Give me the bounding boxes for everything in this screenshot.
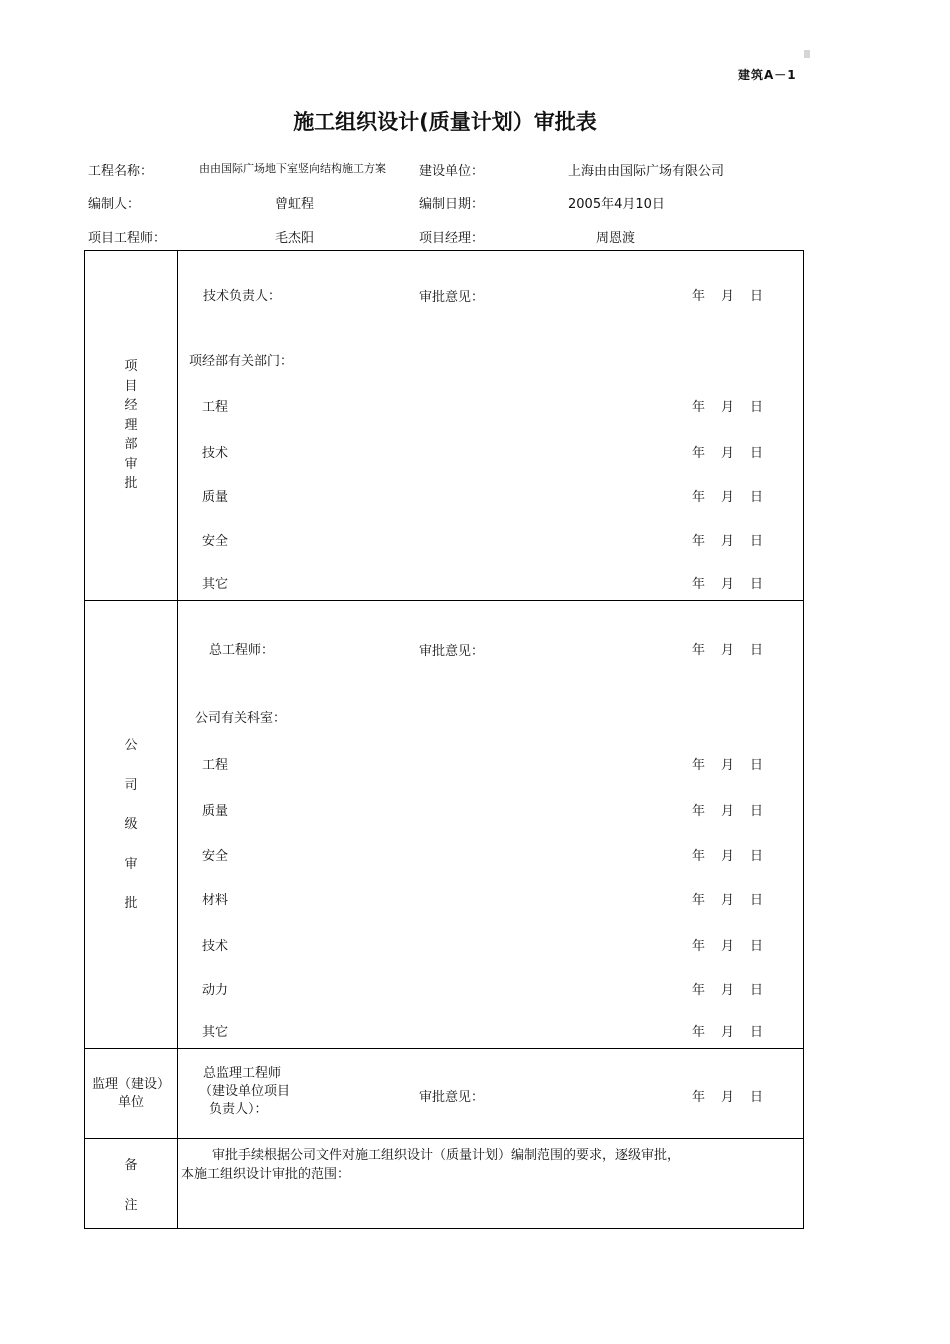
manager-label: 项目经理： (419, 231, 485, 246)
project-name-value: 由由国际广场地下室竖向结构施工方案 (199, 162, 386, 175)
section2-vertical-label: 公 司 级 审 批 (124, 738, 138, 911)
date-fields: 年 月 日 (692, 446, 764, 461)
date-label: 编制日期： (419, 197, 485, 212)
remarks-line-1: 审批手续根据公司文件对施工组织设计（质量计划）编制范围的要求，逐级审批， (212, 1148, 681, 1163)
row-divider-1 (84, 600, 804, 601)
date-fields: 年 月 日 (692, 893, 764, 908)
date-fields: 年 月 日 (692, 400, 764, 415)
manager-value: 周恩渡 (596, 231, 636, 246)
remarks-vertical-label: 备 注 (124, 1158, 138, 1213)
section2-dept-label: 公司有关科室： (195, 711, 287, 726)
section2-item: 动力 (202, 983, 229, 998)
date-fields: 年 月 日 (692, 643, 764, 658)
date-value: 2005年4月10日 (568, 197, 665, 212)
supervisor-signer-label: 总监理工程师 （建设单位项目 负责人）： (199, 1066, 291, 1117)
date-fields: 年 月 日 (692, 939, 764, 954)
remarks-line-2: 本施工组织设计审批的范围： (181, 1167, 351, 1182)
section1-item: 安全 (202, 534, 229, 549)
section2-item: 安全 (202, 849, 229, 864)
compiler-value: 曾虹程 (275, 197, 315, 212)
section1-opinion-label: 审批意见： (419, 290, 485, 305)
date-fields: 年 月 日 (692, 577, 764, 592)
date-fields: 年 月 日 (692, 1025, 764, 1040)
row-divider-3 (84, 1138, 804, 1139)
compiler-label: 编制人： (88, 197, 141, 212)
section1-item: 技术 (202, 446, 229, 461)
build-unit-label: 建设单位： (419, 164, 485, 179)
section2-item: 技术 (202, 939, 229, 954)
section2-item: 其它 (202, 1025, 229, 1040)
date-fields: 年 月 日 (692, 849, 764, 864)
section1-vertical-label: 项 目 经 理 部 审 批 (124, 359, 138, 491)
section2-item: 质量 (202, 804, 229, 819)
corner-mark (804, 50, 810, 58)
row-divider-2 (84, 1048, 804, 1049)
engineer-value: 毛杰阳 (275, 231, 315, 246)
build-unit-value: 上海由由国际广场有限公司 (568, 164, 725, 179)
section1-item: 其它 (202, 577, 229, 592)
date-fields: 年 月 日 (692, 490, 764, 505)
document-code: 建筑A－1 (738, 68, 797, 82)
supervision-label: 监理（建设） 单位 (91, 1077, 170, 1110)
page-title: 施工组织设计(质量计划）审批表 (293, 110, 597, 134)
tech-lead-label: 技术负责人： (203, 289, 282, 304)
engineer-label: 项目工程师： (88, 231, 167, 246)
section3-opinion-label: 审批意见： (419, 1090, 485, 1105)
date-fields: 年 月 日 (692, 804, 764, 819)
section1-dept-label: 项经部有关部门： (189, 354, 294, 369)
section2-item: 材料 (202, 893, 229, 908)
date-fields: 年 月 日 (692, 983, 764, 998)
project-name-label: 工程名称： (88, 164, 154, 179)
date-fields: 年 月 日 (692, 1090, 764, 1105)
date-fields: 年 月 日 (692, 758, 764, 773)
date-fields: 年 月 日 (692, 534, 764, 549)
table-column-divider (177, 250, 178, 1229)
section2-item: 工程 (202, 758, 229, 773)
section1-item: 质量 (202, 490, 229, 505)
chief-engineer-label: 总工程师： (209, 643, 275, 658)
date-fields: 年 月 日 (692, 289, 764, 304)
section2-opinion-label: 审批意见： (419, 644, 485, 659)
section1-item: 工程 (202, 400, 229, 415)
